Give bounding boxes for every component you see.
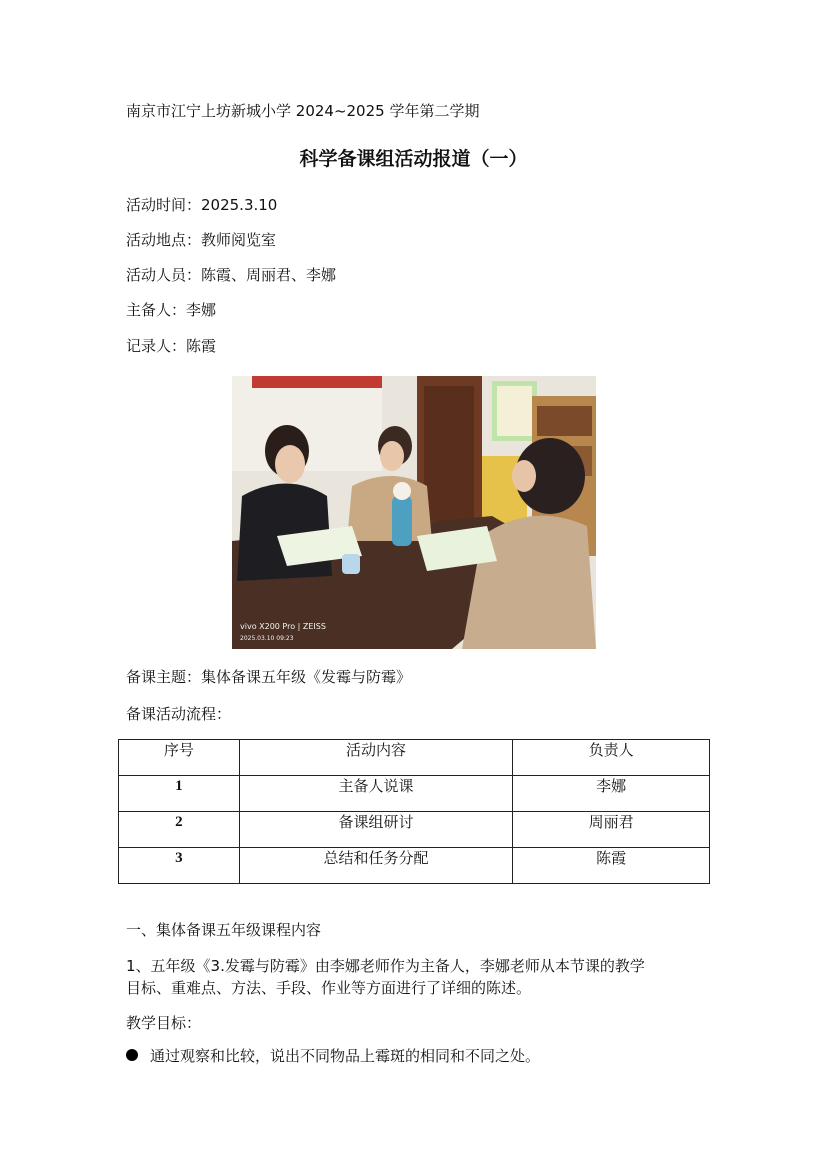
photo-watermark-camera: vivo X200 Pro | ZEISS — [240, 622, 326, 631]
header-cell-number: 序号 — [119, 740, 240, 776]
table-header-row — [119, 740, 710, 776]
table-row — [119, 848, 710, 884]
photo-watermark-date: 2025.03.10 09:23 — [240, 635, 294, 642]
school-term-header: 南京市江宁上坊新城小学 2024~2025 学年第二学期 — [126, 102, 480, 120]
teaching-goals-label: 教学目标： — [126, 1014, 202, 1032]
header-cell-owner: 负责人 — [513, 740, 710, 776]
row-content: 主备人说课 — [239, 776, 513, 812]
table-row — [119, 776, 710, 812]
section-heading: 一、集体备课五年级课程内容 — [126, 921, 322, 939]
header-cell-content: 活动内容 — [239, 740, 513, 776]
activity-people: 活动人员：陈霞、周丽君、李娜 — [126, 266, 337, 284]
row-owner: 周丽君 — [513, 812, 710, 848]
lead-preparer: 主备人：李娜 — [126, 301, 217, 319]
activity-time: 活动时间：2025.3.10 — [126, 196, 278, 214]
flow-label: 备课活动流程： — [126, 705, 232, 723]
table-row — [119, 812, 710, 848]
paragraph-line-1: 1、五年级《3.发霉与防霉》由李娜老师作为主备人，李娜老师从本节课的教学 — [126, 957, 645, 975]
goal-item: 通过观察和比较，说出不同物品上霉斑的相同和不同之处。 — [150, 1047, 541, 1065]
page-title: 科学备课组活动报道（一） — [299, 148, 528, 170]
lesson-topic: 备课主题：集体备课五年级《发霉与防霉》 — [126, 668, 412, 686]
row-number: 1 — [119, 776, 240, 812]
row-owner: 李娜 — [513, 776, 710, 812]
recorder: 记录人：陈霞 — [126, 337, 217, 355]
paragraph-line-2: 目标、重难点、方法、手段、作业等方面进行了详细的陈述。 — [126, 979, 532, 997]
row-number: 3 — [119, 848, 240, 884]
row-content: 总结和任务分配 — [239, 848, 513, 884]
row-number: 2 — [119, 812, 240, 848]
meeting-photo-illustration — [232, 376, 596, 649]
meeting-photo — [232, 376, 596, 649]
activity-flow-table — [118, 739, 710, 884]
row-content: 备课组研讨 — [239, 812, 513, 848]
bullet-icon — [126, 1049, 138, 1061]
activity-place: 活动地点：教师阅览室 — [126, 231, 277, 249]
row-owner: 陈霞 — [513, 848, 710, 884]
